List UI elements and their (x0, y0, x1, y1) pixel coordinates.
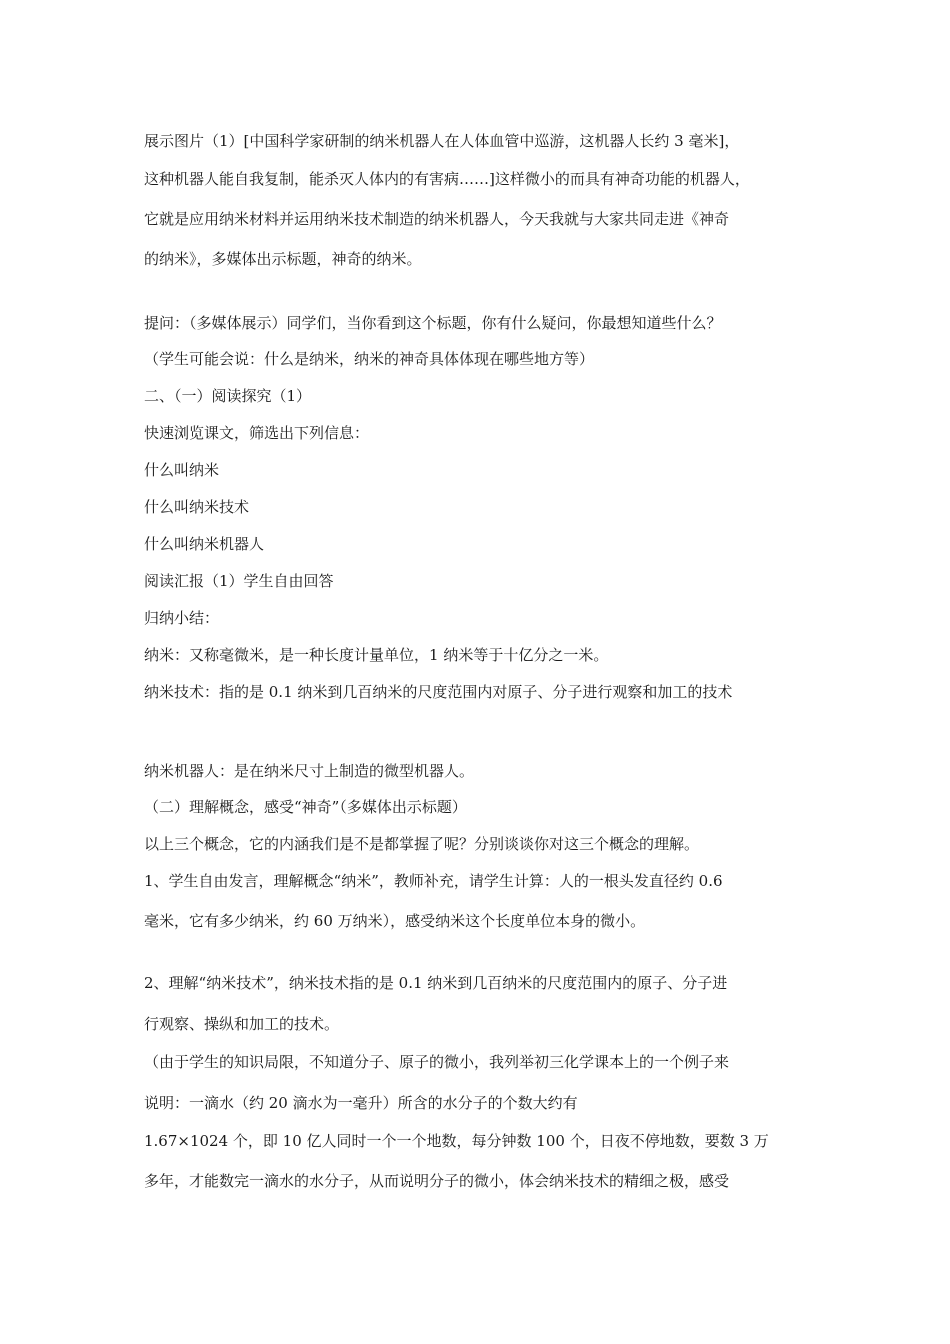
section-heading: 二、（一）阅读探究（1） (144, 387, 312, 405)
text-line: 多年，才能数完一滴水的水分子，从而说明分子的微小，体会纳米技术的精细之极，感受 (144, 1172, 730, 1190)
list-item: 什么叫纳米 (144, 461, 220, 479)
list-item: 什么叫纳米技术 (144, 498, 250, 516)
text-line: 1.67×1024 个，即 10 亿人同时一个一个地数，每分钟数 100 个，日夜不停地数，要数 3 万 (144, 1132, 769, 1150)
definition-line: 纳米：又称毫微米，是一种长度计量单位，1 纳米等于十亿分之一米。 (144, 646, 609, 664)
definition-line: 纳米机器人：是在纳米尺寸上制造的微型机器人。 (144, 762, 475, 780)
text-line: 2、理解“纳米技术”，纳米技术指的是 0.1 纳米到几百纳米的尺度范围内的原子、分子进 (144, 974, 728, 992)
text-line: 展示图片（1）[中国科学家研制的纳米机器人在人体血管中巡游，这机器人长约 3 毫米]， (144, 132, 740, 150)
text-line: 毫米，它有多少纳米，约 60 万纳米），感受纳米这个长度单位本身的微小。 (144, 912, 646, 930)
text-line: （学生可能会说：什么是纳米，纳米的神奇具体体现在哪些地方等） (144, 350, 595, 368)
text-line: （由于学生的知识局限，不知道分子、原子的微小，我列举初三化学课本上的一个例子来 (144, 1053, 730, 1071)
definition-line: 纳米技术：指的是 0.1 纳米到几百纳米的尺度范围内对原子、分子进行观察和加工的技术 (144, 683, 733, 701)
text-line: 提问：（多媒体展示）同学们，当你看到这个标题，你有什么疑问，你最想知道些什么？ (144, 314, 722, 332)
text-line: 的纳米》，多媒体出示标题，神奇的纳米。 (144, 250, 422, 268)
text-line: 这种机器人能自我复制，能杀灭人体内的有害病……]这样微小的而具有神奇功能的机器人， (144, 170, 750, 188)
list-item: 什么叫纳米机器人 (144, 535, 265, 553)
text-line: 以上三个概念，它的内涵我们是不是都掌握了呢？分别谈谈你对这三个概念的理解。 (144, 835, 700, 853)
text-line: 它就是应用纳米材料并运用纳米技术制造的纳米机器人，今天我就与大家共同走进《神奇 (144, 210, 730, 228)
text-line: 说明：一滴水（约 20 滴水为一毫升）所含的水分子的个数大约有 (144, 1094, 578, 1112)
text-line: 快速浏览课文，筛选出下列信息： (144, 424, 370, 442)
text-line: 阅读汇报（1）学生自由回答 (144, 572, 334, 590)
section-heading: （二）理解概念，感受“神奇”（多媒体出示标题） (144, 798, 467, 816)
text-line: 归纳小结： (144, 609, 220, 627)
text-line: 1、学生自由发言，理解概念“纳米”，教师补充，请学生计算：人的一根头发直径约 0.6 (144, 872, 723, 890)
text-line: 行观察、操纵和加工的技术。 (144, 1015, 340, 1033)
